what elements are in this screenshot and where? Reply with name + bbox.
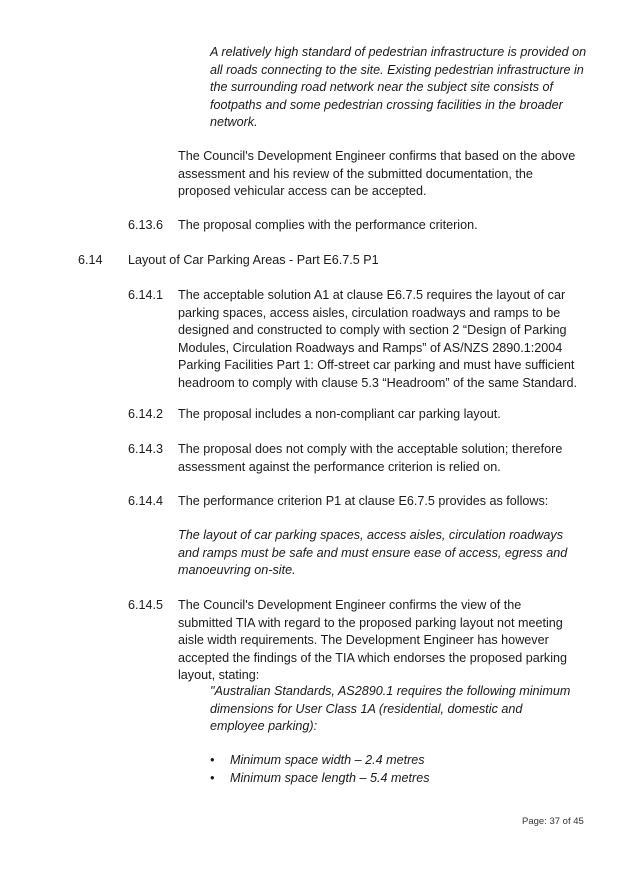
- section-text: The proposal includes a non-compliant car parking layout.: [178, 407, 501, 421]
- section-number: 6.14.2: [128, 407, 164, 421]
- quote-performance-criterion: The layout of car parking spaces, access aisles, circulation roadways and ramps must be safe and must ensure ease of access, egress and manoeuvring on-site.: [178, 528, 568, 578]
- section-heading: Layout of Car Parking Areas - Part E6.7.5 P1: [128, 253, 379, 267]
- section-number: 6.14.1: [128, 288, 164, 302]
- engineer-confirmation-paragraph: The Council's Development Engineer confirms that based on the above assessment and his review of the submitted documentation, the proposed vehicular access can be accepted.: [178, 149, 576, 199]
- section-number: 6.14.4: [128, 494, 164, 508]
- section-heading-number: 6.14: [78, 253, 103, 267]
- section-text: The Council's Development Engineer confirms the view of the submitted TIA with regard to the proposed parking layout not meeting aisle width requirements. The Development Engineer has however accepted the findings of the TIA which endorses the proposed parking layout, stating:: [178, 598, 568, 683]
- page-number: Page: 37 of 45: [522, 816, 584, 827]
- section-number: 6.13.6: [128, 218, 164, 232]
- dimension-list: [210, 752, 580, 787]
- list-item: • Minimum space width – 2.4 metres: [210, 752, 580, 770]
- quote-australian-standards: "Australian Standards, AS2890.1 requires the following minimum dimensions for User Class 1A (residential, domestic and employee parking):: [210, 684, 571, 734]
- section-number: 6.14.5: [128, 598, 164, 612]
- list-item: • Minimum space length – 5.4 metres: [210, 770, 580, 788]
- section-text: The performance criterion P1 at clause E6.7.5 provides as follows:: [178, 494, 549, 508]
- section-number: 6.14.3: [128, 442, 164, 456]
- quote-pedestrian-infrastructure: A relatively high standard of pedestrian infrastructure is provided on all roads connecting to the site. Existing pedestrian infrastructure in the surrounding road network near the subject site consists of footpaths and some pedestrian crossing facilities in the broader network.: [210, 45, 587, 130]
- section-text: The proposal complies with the performance criterion.: [178, 218, 478, 232]
- section-text: The proposal does not comply with the acceptable solution; therefore assessment against the performance criterion is relied on.: [178, 442, 563, 474]
- section-text: The acceptable solution A1 at clause E6.7.5 requires the layout of car parking spaces, access aisles, circulation roadways and ramps to be designed and constructed to comply with section 2 “Design of Parking Modules, Circulation Roadways and Ramps” of AS/NZS 2890.1:2004 Parking Facilities Part 1: Off-street car parking and must have sufficient headroom to comply with clause 5.3 “Headroom” of the same Standard.: [178, 288, 578, 390]
